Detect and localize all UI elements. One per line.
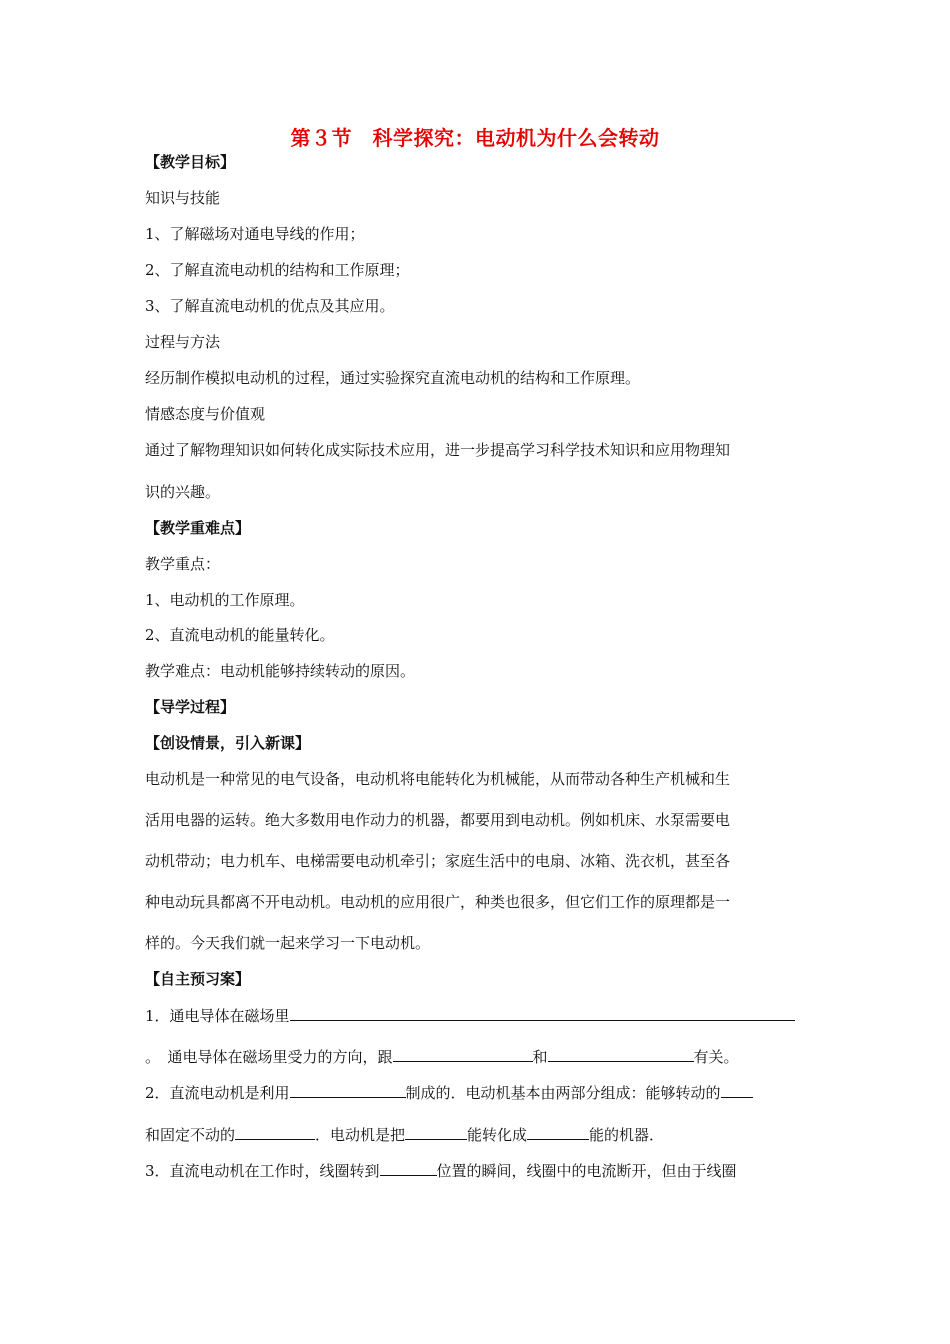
paragraph: 动机带动；电力机车、电梯需要电动机牵引；家庭生活中的电扇、冰箱、洗衣机，甚至各 bbox=[145, 852, 731, 870]
paragraph: 活用电器的运转。绝大多数用电作动力的机器，都要用到电动机。例如机床、水泵需要电 bbox=[145, 811, 731, 829]
fill-blank bbox=[380, 1160, 437, 1176]
question-3 bbox=[145, 1160, 805, 1181]
question-text: 有关。 bbox=[693, 1048, 739, 1066]
page-title: 第３节 科学探究：电动机为什么会转动 bbox=[290, 126, 660, 150]
fill-blank bbox=[393, 1046, 533, 1062]
list-item: 1、电动机的工作原理。 bbox=[145, 591, 305, 609]
question-text: 1．通电导体在磁场里 bbox=[145, 1007, 290, 1025]
list-item: 2、直流电动机的能量转化。 bbox=[145, 626, 335, 644]
list-item: 2、了解直流电动机的结构和工作原理； bbox=[145, 261, 410, 279]
question-text: 2．直流电动机是利用 bbox=[145, 1084, 290, 1102]
fill-blank bbox=[290, 1082, 406, 1098]
paragraph: 通过了解物理知识如何转化成实际技术应用，进一步提高学习科学技术知识和应用物理知 bbox=[145, 441, 731, 459]
paragraph: 识的兴趣。 bbox=[145, 483, 221, 501]
section-heading-preview: 【自主预习案】 bbox=[145, 970, 251, 988]
subheading-intro: 【创设情景，引入新课】 bbox=[145, 734, 311, 752]
paragraph: 经历制作模拟电动机的过程，通过实验探究直流电动机的结构和工作原理。 bbox=[145, 369, 641, 387]
fill-blank bbox=[721, 1082, 753, 1098]
list-item: 3、了解直流电动机的优点及其应用。 bbox=[145, 297, 395, 315]
fill-blank bbox=[290, 1005, 795, 1021]
paragraph: 电动机是一种常见的电气设备，电动机将电能转化为机械能，从而带动各种生产机械和生 bbox=[145, 770, 731, 788]
paragraph: 种电动玩具都离不开电动机。电动机的应用很广，种类也很多，但它们工作的原理都是一 bbox=[145, 893, 731, 911]
section-heading-process: 【导学过程】 bbox=[145, 698, 236, 716]
subheading-attitude: 情感态度与价值观 bbox=[145, 405, 266, 423]
question-2-continued bbox=[145, 1124, 805, 1145]
list-item: 1、了解磁场对通电导线的作用； bbox=[145, 225, 365, 243]
question-text: 3．直流电动机在工作时，线圈转到 bbox=[145, 1162, 380, 1180]
fill-blank bbox=[548, 1046, 694, 1062]
question-2 bbox=[145, 1082, 805, 1103]
fill-blank bbox=[405, 1124, 467, 1140]
question-text: ．电动机是把 bbox=[315, 1126, 406, 1144]
subheading-knowledge: 知识与技能 bbox=[145, 189, 221, 207]
question-text: 和 bbox=[532, 1048, 548, 1066]
question-text: 和固定不动的 bbox=[145, 1126, 236, 1144]
paragraph-difficulty: 教学难点：电动机能够持续转动的原因。 bbox=[145, 662, 416, 680]
question-text: 。 通电导体在磁场里受力的方向，跟 bbox=[145, 1048, 393, 1066]
question-1-continued bbox=[145, 1046, 805, 1067]
subheading-process: 过程与方法 bbox=[145, 333, 221, 351]
question-text: 位置的瞬间，线圈中的电流断开，但由于线圈 bbox=[436, 1162, 737, 1180]
fill-blank bbox=[527, 1124, 589, 1140]
paragraph: 样的。今天我们就一起来学习一下电动机。 bbox=[145, 934, 431, 952]
section-heading-keypoints: 【教学重难点】 bbox=[145, 519, 251, 537]
subheading-key: 教学重点： bbox=[145, 555, 221, 573]
question-text: 能转化成 bbox=[467, 1126, 528, 1144]
question-text: 制成的．电动机基本由两部分组成：能够转动的 bbox=[405, 1084, 721, 1102]
section-heading-objectives: 【教学目标】 bbox=[145, 153, 236, 171]
fill-blank bbox=[235, 1124, 315, 1140]
question-1 bbox=[145, 1005, 805, 1026]
question-text: 能的机器． bbox=[589, 1126, 665, 1144]
